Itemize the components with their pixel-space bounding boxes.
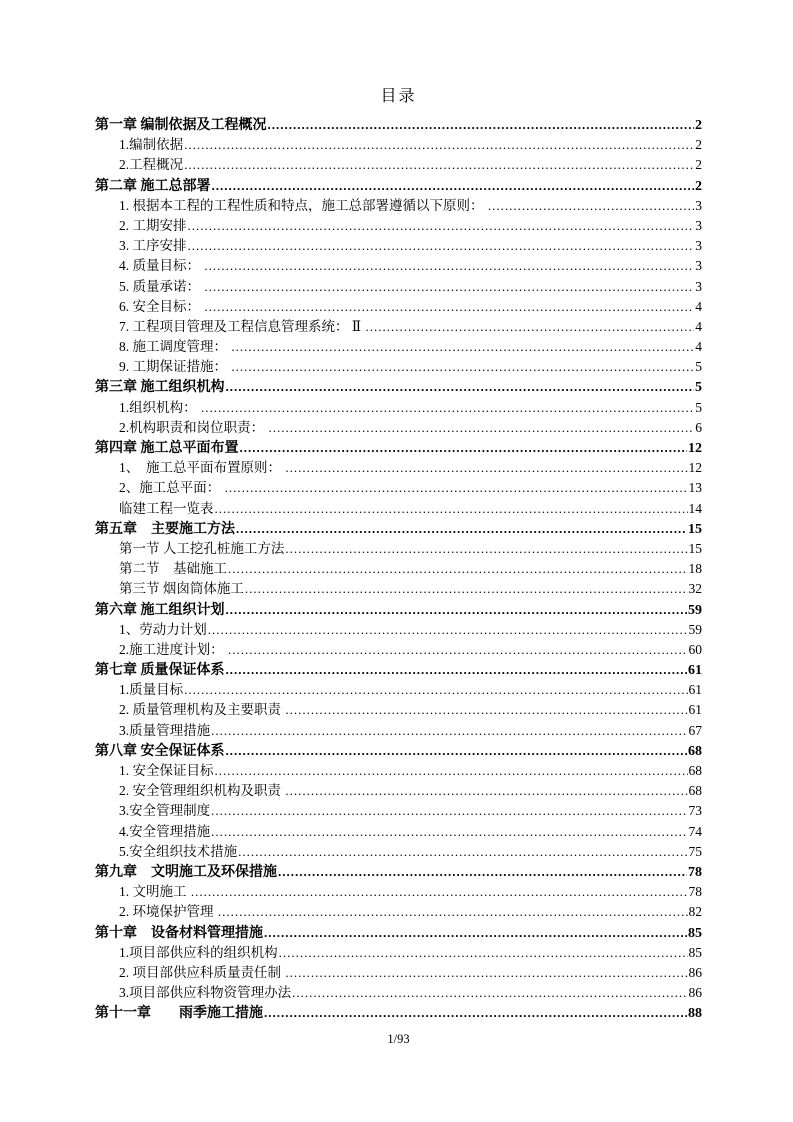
toc-entry-page: 78	[688, 864, 702, 880]
toc-leader-dots	[204, 277, 694, 297]
toc-entry-title: 2. 质量管理机构及主要职责	[119, 702, 285, 718]
toc-leader-dots	[285, 781, 687, 801]
toc-leader-dots	[215, 499, 688, 519]
toc-leader-dots	[184, 155, 694, 175]
toc-entry-title: 4. 质量目标：	[119, 258, 204, 274]
toc-entry-title: 2. 项目部供应科质量责任制	[119, 964, 285, 980]
toc-entry-title: 1. 安全保证目标	[119, 763, 214, 778]
toc-entry-title: 5. 质量承诺：	[119, 278, 204, 294]
toc-entry[interactable]	[95, 660, 702, 680]
toc-entry-page: 2	[695, 157, 702, 173]
toc-entry-page: 4	[695, 339, 702, 355]
toc-entry[interactable]	[95, 923, 702, 943]
toc-entry[interactable]	[95, 418, 702, 438]
toc-entry-page: 2	[695, 137, 702, 153]
toc-entry[interactable]	[95, 801, 702, 821]
toc-leader-dots	[215, 761, 688, 781]
toc-entry-page: 32	[688, 581, 702, 597]
toc-entry-title: 第二节 基础施工	[119, 561, 227, 577]
toc-entry[interactable]	[95, 680, 702, 700]
toc-entry[interactable]	[95, 398, 702, 418]
toc-entry[interactable]	[95, 499, 702, 519]
toc-entry-page: 5	[695, 380, 702, 396]
toc-entry-page: 67	[688, 722, 702, 738]
toc-leader-dots	[228, 559, 688, 579]
toc-entry[interactable]	[95, 135, 702, 155]
toc-entry-title: 3.质量管理措施	[119, 722, 211, 738]
toc-leader-dots	[226, 660, 688, 681]
toc-entry-page: 61	[688, 702, 702, 718]
toc-entry[interactable]	[95, 519, 702, 539]
page-number-footer: 1/93	[387, 1032, 410, 1047]
toc-entry[interactable]	[95, 277, 702, 297]
toc-entry[interactable]	[95, 842, 702, 862]
toc-entry-page: 85	[688, 925, 702, 941]
toc-entry-page: 73	[688, 803, 702, 819]
toc-leader-dots	[285, 539, 687, 559]
toc-entry-page: 3	[695, 197, 702, 213]
toc-entry[interactable]	[95, 862, 702, 882]
toc-leader-dots	[225, 478, 688, 498]
toc-leader-dots	[279, 943, 688, 963]
toc-entry[interactable]	[95, 983, 702, 1003]
toc-entry-page: 3	[695, 278, 702, 294]
toc-entry-page: 85	[688, 944, 702, 960]
toc-entry-page: 13	[688, 480, 702, 496]
toc-leader-dots	[211, 721, 687, 741]
toc-leader-dots	[231, 337, 694, 357]
toc-leader-dots	[285, 963, 687, 983]
toc-entry-page: 5	[695, 399, 702, 415]
toc-entry-page: 15	[688, 521, 702, 537]
toc-entry-title: 1. 文明施工	[119, 884, 190, 900]
toc-entry-page: 82	[688, 904, 702, 920]
toc-entry-title: 2.工程概况	[119, 157, 184, 173]
toc-entry-title: 第三节 烟囱筒体施工	[119, 581, 244, 597]
toc-leader-dots	[204, 297, 694, 317]
toc-entry[interactable]	[95, 317, 702, 337]
toc-entry-page: 3	[695, 258, 702, 274]
toc-entry[interactable]	[95, 902, 702, 922]
toc-entry-page: 68	[688, 763, 702, 778]
toc-entry-title: 第六章 施工组织计划	[95, 602, 225, 618]
toc-leader-dots	[226, 377, 695, 398]
toc-entry-title: 2、施工总平面：	[119, 480, 224, 496]
toc-leader-dots	[204, 256, 694, 276]
toc-list	[95, 115, 702, 1023]
toc-entry-page: 75	[688, 843, 702, 859]
toc-entry-title: 第五章 主要施工方法	[95, 521, 235, 537]
toc-entry-page: 86	[688, 985, 702, 1001]
toc-entry-page: 59	[688, 621, 702, 637]
toc-entry-title: 2.机构职责和岗位职责：	[119, 419, 268, 435]
toc-leader-dots	[188, 236, 695, 256]
toc-entry-title: 1.质量目标	[119, 682, 184, 698]
toc-entry[interactable]	[95, 438, 702, 458]
toc-entry[interactable]	[95, 963, 702, 983]
toc-entry-page: 15	[688, 540, 702, 556]
toc-entry-page: 2	[695, 178, 702, 194]
toc-entry-title: 第二章 施工总部署	[95, 178, 211, 194]
toc-entry[interactable]	[95, 781, 702, 801]
toc-entry-title: 6. 安全目标：	[119, 298, 204, 314]
toc-leader-dots	[191, 882, 688, 902]
toc-entry-title: 第七章 质量保证体系	[95, 663, 225, 679]
toc-entry-title: 3.安全管理制度	[119, 803, 211, 819]
toc-entry-page: 68	[688, 743, 702, 759]
toc-entry-page: 59	[688, 602, 702, 618]
toc-entry-title: 临建工程一览表	[119, 500, 214, 516]
toc-entry-page: 61	[688, 663, 702, 679]
toc-entry-title: 9. 工期保证措施：	[119, 359, 231, 375]
toc-entry[interactable]	[95, 822, 702, 842]
toc-entry-page: 78	[688, 884, 702, 900]
toc-leader-dots	[218, 902, 688, 922]
toc-leader-dots	[226, 741, 688, 762]
toc-entry[interactable]	[95, 721, 702, 741]
toc-entry-page: 60	[688, 641, 702, 657]
toc-entry-page: 12	[688, 441, 702, 456]
toc-entry-title: 第三章 施工组织机构	[95, 380, 225, 396]
toc-entry-title: 第十一章 雨季施工措施	[95, 1006, 263, 1022]
toc-entry-title: 1.项目部供应科的组织机构	[119, 944, 278, 960]
toc-leader-dots	[184, 680, 687, 700]
toc-leader-dots	[231, 357, 694, 377]
toc-entry[interactable]	[95, 458, 702, 478]
toc-leader-dots	[268, 115, 695, 136]
toc-leader-dots	[226, 600, 688, 621]
toc-leader-dots	[240, 438, 688, 459]
toc-entry-page: 3	[695, 217, 702, 233]
toc-entry[interactable]	[95, 700, 702, 720]
toc-entry[interactable]	[95, 357, 702, 377]
toc-entry-title: 1.编制依据	[119, 137, 184, 153]
toc-leader-dots	[236, 519, 687, 540]
toc-entry-page: 14	[688, 500, 702, 516]
toc-entry-title: 1. 根据本工程的工程性质和特点，施工总部署遵循以下原则：	[119, 197, 487, 213]
toc-leader-dots	[285, 700, 687, 720]
toc-entry-page: 12	[688, 460, 702, 476]
toc-entry-title: 第四章 施工总平面布置	[95, 441, 239, 456]
toc-entry-page: 6	[695, 419, 702, 435]
toc-entry[interactable]	[95, 882, 702, 902]
toc-entry[interactable]	[95, 216, 702, 236]
toc-leader-dots	[212, 176, 695, 197]
toc-entry[interactable]	[95, 943, 702, 963]
toc-entry-title: 第九章 文明施工及环保措施	[95, 864, 277, 880]
toc-leader-dots	[184, 135, 694, 155]
toc-entry-title: 第八章 安全保证体系	[95, 743, 225, 759]
toc-entry[interactable]	[95, 559, 702, 579]
toc-leader-dots	[208, 620, 688, 640]
toc-entry-page: 68	[688, 783, 702, 799]
toc-entry-title: 2. 工期安排	[119, 217, 187, 233]
toc-leader-dots	[292, 983, 687, 1003]
toc-entry-title: 2. 环境保护管理	[119, 904, 217, 920]
toc-entry-page: 74	[688, 823, 702, 839]
toc-entry-page: 88	[688, 1006, 702, 1022]
toc-entry-page: 86	[688, 964, 702, 980]
toc-leader-dots	[264, 1003, 687, 1024]
toc-entry[interactable]	[95, 579, 702, 599]
toc-leader-dots	[488, 196, 694, 216]
toc-entry-title: 1、劳动力计划	[119, 621, 207, 637]
toc-entry[interactable]	[95, 640, 702, 660]
toc-entry-title: 4.安全管理措施	[119, 823, 211, 839]
toc-entry[interactable]	[95, 377, 702, 397]
toc-entry[interactable]	[95, 176, 702, 196]
toc-entry[interactable]	[95, 600, 702, 620]
toc-entry[interactable]	[95, 115, 702, 135]
toc-leader-dots	[278, 862, 687, 883]
toc-leader-dots	[365, 317, 694, 337]
toc-leader-dots	[245, 579, 688, 599]
toc-entry-title: 3.项目部供应科物资管理办法	[119, 985, 292, 1001]
toc-entry[interactable]	[95, 196, 702, 216]
toc-entry[interactable]	[95, 539, 702, 559]
toc-entry-page: 61	[688, 682, 702, 698]
toc-leader-dots	[285, 458, 687, 478]
toc-entry-page: 5	[695, 359, 702, 375]
toc-leader-dots	[201, 398, 694, 418]
toc-entry-title: 7. 工程项目管理及工程信息管理系统： Ⅱ	[119, 318, 365, 334]
toc-leader-dots	[238, 842, 687, 862]
toc-leader-dots	[228, 640, 688, 660]
toc-entry-title: 第一章 编制依据及工程概况	[95, 118, 267, 133]
toc-entry-page: 2	[695, 118, 702, 133]
toc-entry-title: 3. 工序安排	[119, 238, 187, 254]
toc-leader-dots	[211, 801, 687, 821]
toc-entry-page: 18	[688, 561, 702, 577]
toc-entry[interactable]	[95, 155, 702, 175]
toc-entry[interactable]	[95, 478, 702, 498]
toc-leader-dots	[211, 822, 687, 842]
toc-entry-title: 1、 施工总平面布置原则：	[119, 460, 285, 476]
toc-entry-title: 第一节 人工挖孔桩施工方法	[119, 540, 285, 556]
toc-entry-title: 2. 安全管理组织机构及职责	[119, 783, 285, 799]
toc-entry[interactable]	[95, 236, 702, 256]
toc-entry-page: 3	[695, 238, 702, 254]
toc-entry-page: 4	[695, 318, 702, 334]
toc-entry-page: 4	[695, 298, 702, 314]
toc-entry-title: 1.组织机构：	[119, 399, 200, 415]
toc-entry[interactable]	[95, 256, 702, 276]
toc-entry[interactable]	[95, 741, 702, 761]
toc-entry[interactable]	[95, 620, 702, 640]
toc-entry[interactable]	[95, 761, 702, 781]
toc-leader-dots	[188, 216, 695, 236]
toc-leader-dots	[264, 923, 687, 944]
toc-entry-title: 5.安全组织技术措施	[119, 843, 238, 859]
toc-entry-title: 8. 施工调度管理：	[119, 339, 231, 355]
toc-entry[interactable]	[95, 337, 702, 357]
toc-entry-title: 第十章 设备材料管理措施	[95, 925, 263, 941]
page-title: 目录	[380, 88, 417, 105]
toc-entry-title: 2.施工进度计划：	[119, 641, 227, 657]
toc-entry[interactable]	[95, 297, 702, 317]
toc-entry[interactable]	[95, 1003, 702, 1023]
toc-leader-dots	[269, 418, 695, 438]
